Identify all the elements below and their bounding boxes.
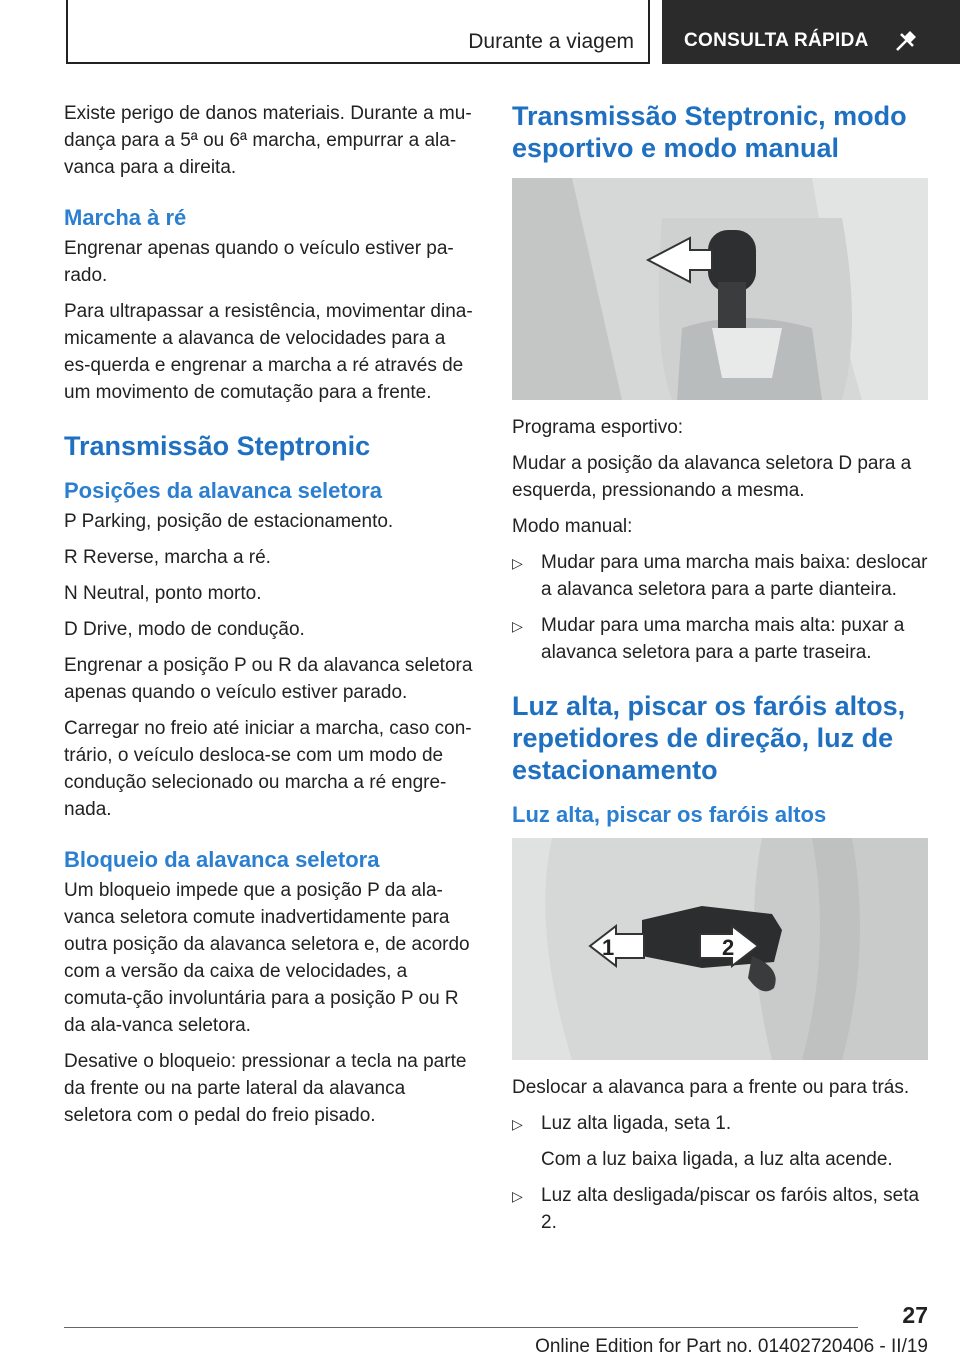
heading-lock: Bloqueio da alavanca seletora <box>64 847 380 872</box>
arrow-1-label: 1 <box>602 935 615 960</box>
high-beam-text: Deslocar a alavanca para a frente ou para trás. <box>512 1077 910 1098</box>
bullet-triangle-icon: ▷ <box>512 1116 523 1132</box>
lock-text-1: Um bloqueio impede que a posição P da ala‐vanca seletora comute inadvertidamente para outra posição da alavanca seletora e, de acordo com a versão da caixa de velocidades, a comuta‐ção involuntária para a posição P ou R da ala‐vanca seletora. <box>64 880 470 1036</box>
list-item: ▷ Luz alta ligada, seta 1. Com a luz baixa ligada, a luz alta acende. <box>512 1110 928 1173</box>
bullet-triangle-icon: ▷ <box>512 555 523 571</box>
reverse-text-2: Para ultrapassar a resistência, movimentar dina‐micamente a alavanca de velocidades para a es‐querda e engrenar a marcha a ré através de um movimento de comutação para a frente. <box>64 301 473 403</box>
edition-text: Online Edition for Part no. 01402720406 - II/19 <box>535 1336 928 1357</box>
quick-reference-tab[interactable] <box>662 0 960 64</box>
reverse-text-1: Engrenar apenas quando o veículo estiver pa‐rado. <box>64 238 454 286</box>
section-title: Durante a viagem <box>468 30 634 53</box>
position-p: P Parking, posição de estacionamento. <box>64 511 394 532</box>
position-n: N Neutral, ponto morto. <box>64 583 262 604</box>
gear-lever-illustration <box>512 178 928 400</box>
bullet-triangle-icon: ▷ <box>512 618 523 634</box>
sport-label: Programa esportivo: <box>512 417 684 438</box>
page-number: 27 <box>902 1302 928 1328</box>
heading-reverse: Marcha à ré <box>64 205 187 230</box>
heading-sport-mode: Transmissão Steptronic, modo esportivo e modo manual <box>512 101 907 163</box>
list-item: ▷ Mudar para uma marcha mais alta: puxar a alavanca seletora para a parte traseira. <box>512 615 905 663</box>
turn-signal-stalk-illustration <box>512 838 928 1060</box>
list-item: ▷ Luz alta desligada/piscar os faróis altos, seta 2. <box>512 1185 920 1233</box>
heading-steptronic: Transmissão Steptronic <box>64 431 371 461</box>
right-column <box>512 100 928 1245</box>
footer-divider <box>64 1327 858 1328</box>
bullet-triangle-icon: ▷ <box>512 1188 523 1204</box>
high-beam-list <box>512 1110 928 1236</box>
arrow-2-label: 2 <box>722 935 735 960</box>
list-item: ▷ Mudar para uma marcha mais baixa: deslocar a alavanca seletora para a parte dianteira. <box>512 552 928 600</box>
manual-list <box>512 549 928 666</box>
heading-high-beam: Luz alta, piscar os faróis altos <box>512 802 827 827</box>
header-frame <box>66 0 650 64</box>
sport-text: Mudar a posição da alavanca seletora D para a esquerda, pressionando a mesma. <box>512 453 912 501</box>
quick-reference-label: CONSULTA RÁPIDA <box>684 30 869 51</box>
warning-text: Existe perigo de danos materiais. Durante a mu‐dança para a 5ª ou 6ª marcha, empurrar a ala‐vanca para a direita. <box>64 103 472 178</box>
position-text-3: Carregar no freio até iniciar a marcha, caso con‐trário, o veículo desloca-se com um modo de condução selecionado ou marcha a ré engre‐nada. <box>64 718 472 820</box>
lock-text-2: Desative o bloqueio: pressionar a tecla na parte da frente ou na parte lateral da alavanca seletora com o pedal do freio pisado. <box>64 1051 467 1126</box>
pointer-icon <box>894 29 918 53</box>
heading-positions: Posições da alavanca seletora <box>64 478 382 503</box>
manual-label: Modo manual: <box>512 516 633 537</box>
list-item-sub: Com a luz baixa ligada, a luz alta acende. <box>541 1149 893 1170</box>
heading-lights: Luz alta, piscar os faróis altos, repetidores de direção, luz de estacionamento <box>512 691 906 785</box>
position-d: D Drive, modo de condução. <box>64 619 305 640</box>
position-text-2: Engrenar a posição P ou R da alavanca seletora apenas quando o veículo estiver parado. <box>64 655 473 703</box>
position-r: R Reverse, marcha a ré. <box>64 547 271 568</box>
left-column <box>64 100 476 1138</box>
